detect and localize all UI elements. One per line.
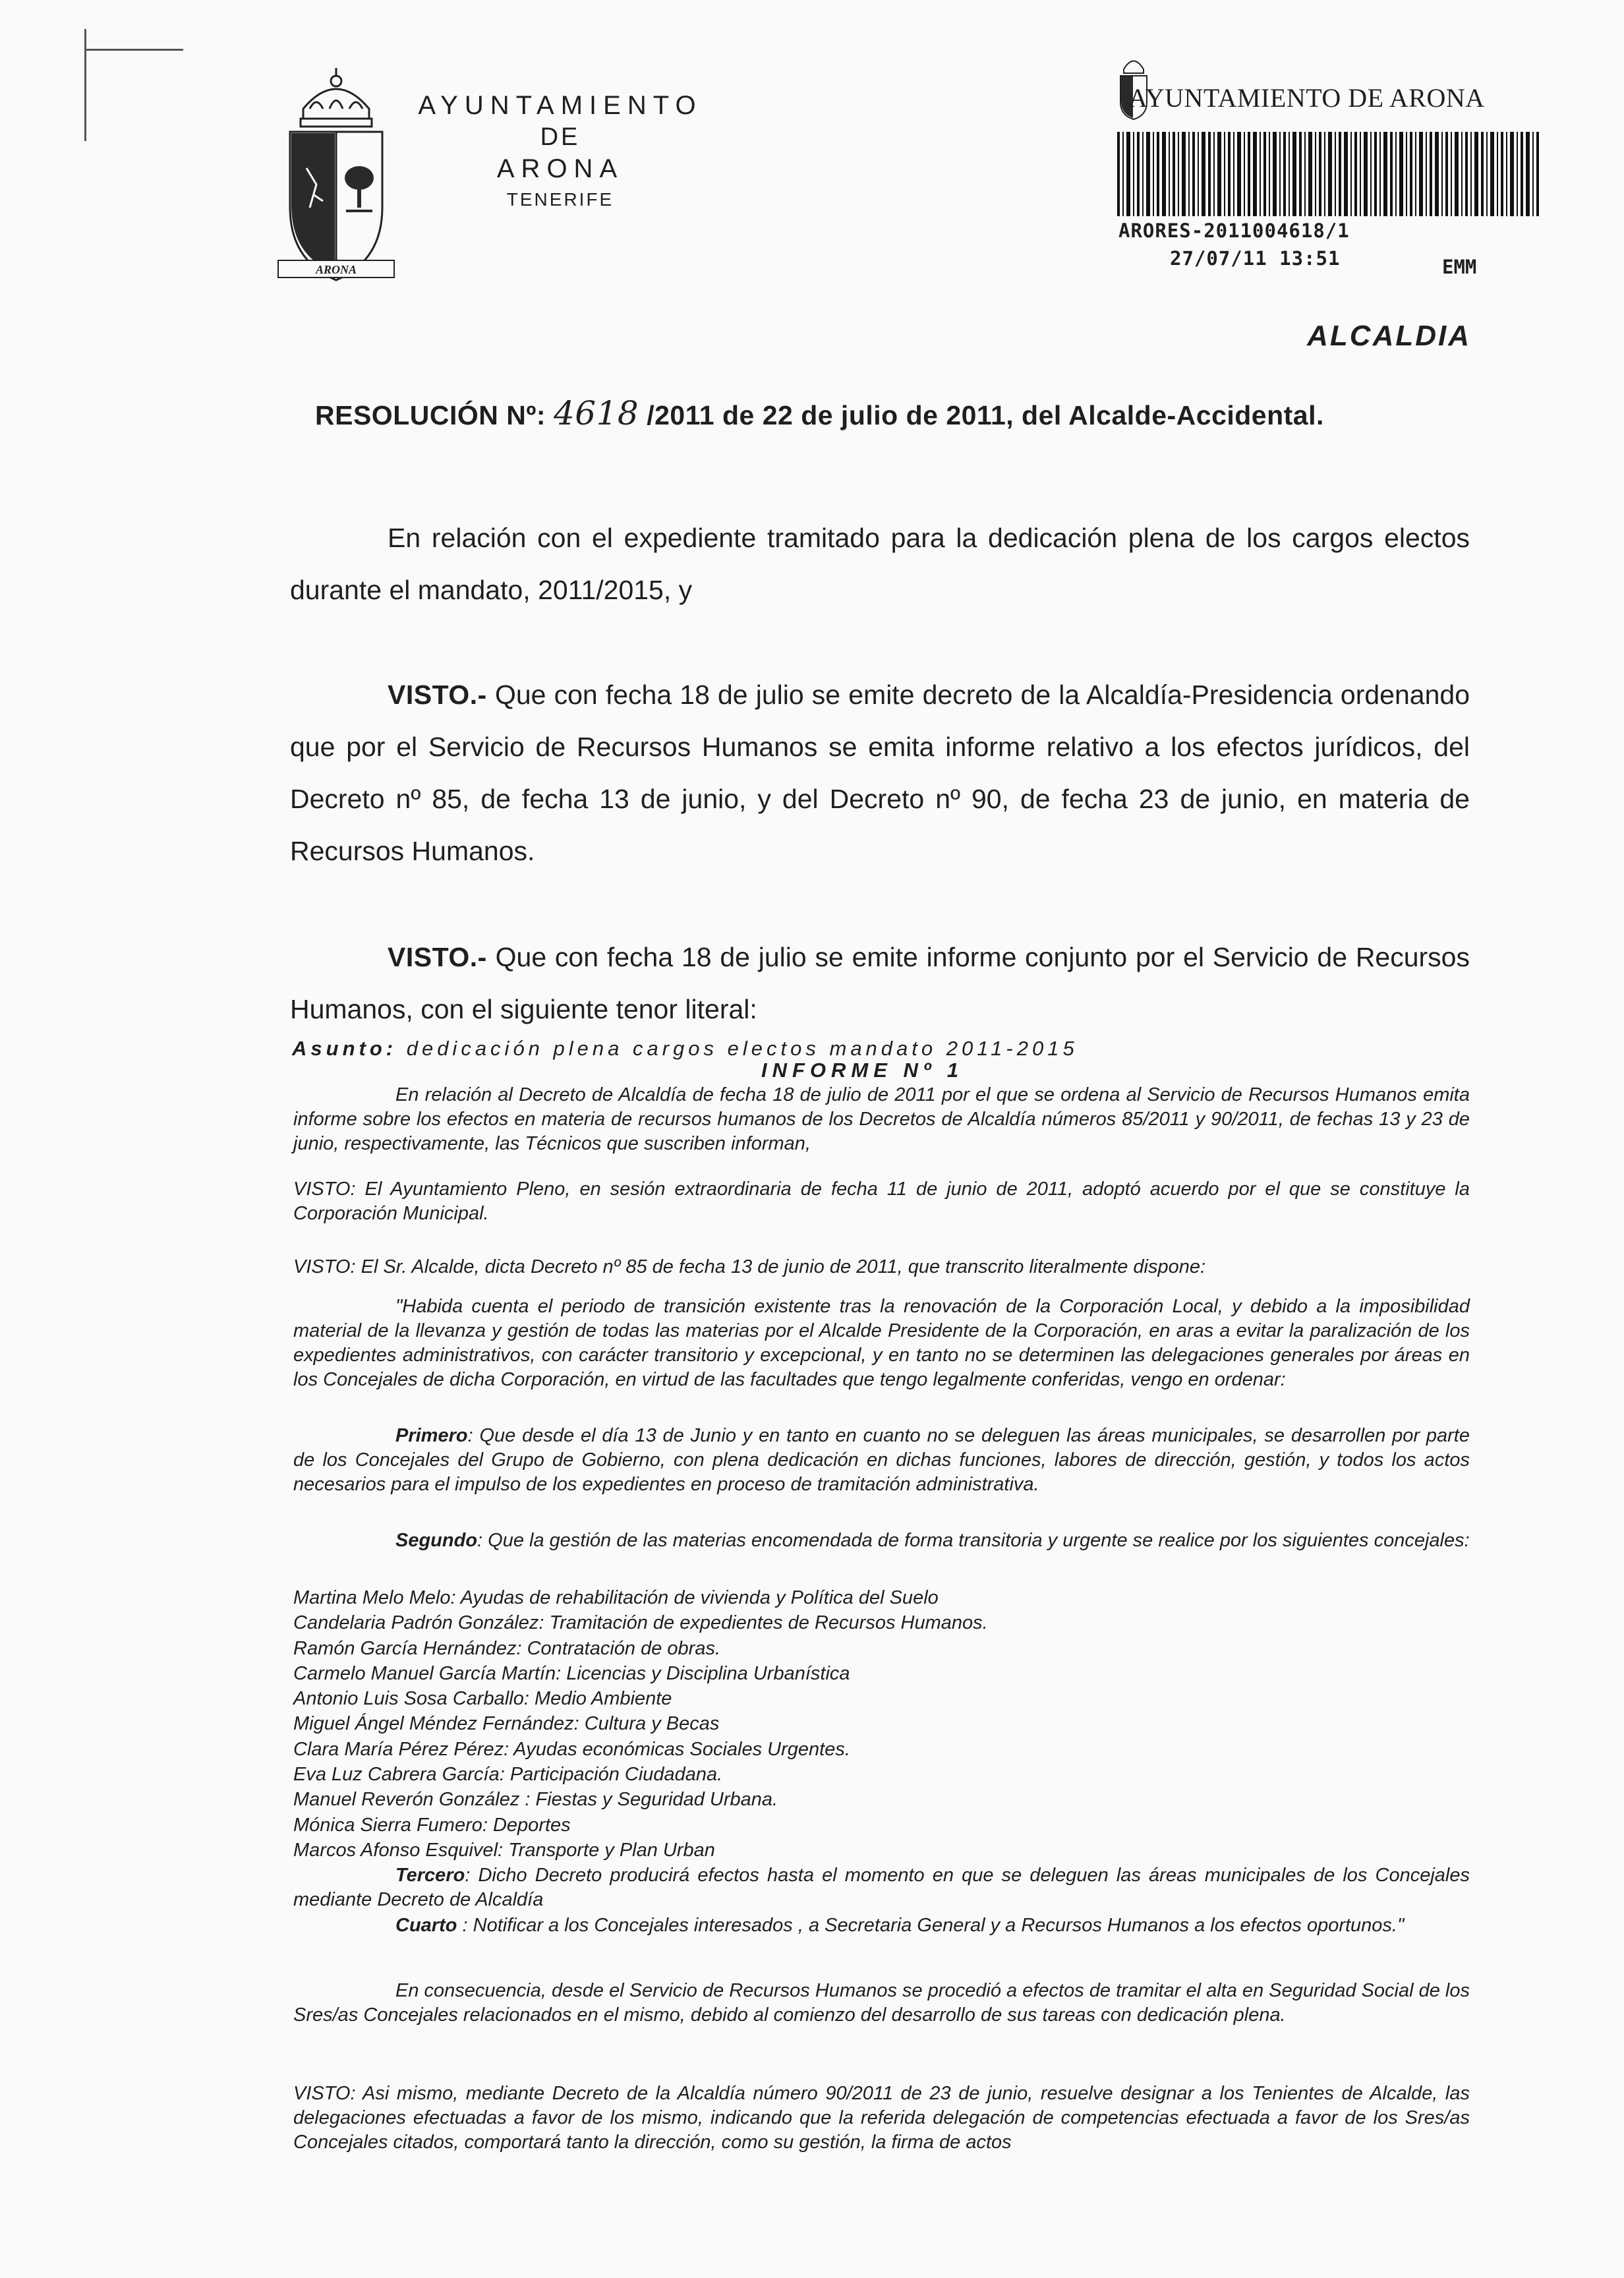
list-item: Clara María Pérez Pérez: Ayudas económicas Sociales Urgentes. bbox=[293, 1738, 850, 1760]
decree-segundo bbox=[293, 1529, 1470, 1553]
decree-segundo-label: Segundo bbox=[395, 1530, 478, 1551]
list-item: Miguel Ángel Méndez Fernández: Cultura y Becas bbox=[293, 1713, 720, 1735]
decree-tercero-label: Tercero bbox=[395, 1865, 465, 1886]
report-consequence bbox=[293, 1979, 1470, 2028]
visto-paragraph-1 bbox=[290, 669, 1470, 877]
visto-label: VISTO.- bbox=[388, 680, 487, 710]
decree-quote bbox=[293, 1295, 1470, 1392]
scan-corner-mark-vertical bbox=[84, 29, 86, 141]
stamp-title: AYUNTAMIENTO DE ARONA bbox=[1128, 83, 1485, 113]
decree-primero bbox=[293, 1424, 1470, 1497]
report-paragraph-1 bbox=[293, 1083, 1470, 1156]
resolution-title bbox=[315, 394, 1324, 432]
report-consequence-text: En consecuencia, desde el Servicio de Recursos Humanos se procedió a efectos de tramitar el alta en Seguridad Social de los Sres/as Concejales relacionados en el mismo, debido al comienzo del desarrollo de sus tareas con dedicación plena. bbox=[293, 1980, 1470, 2026]
report-paragraph-3: VISTO: El Sr. Alcalde, dicta Decreto nº 85 de fecha 13 de junio de 2011, que transcrito literalmente dispone: bbox=[293, 1256, 1206, 1277]
list-item: Mónica Sierra Fumero: Deportes bbox=[293, 1814, 571, 1836]
org-line-1: AYUNTAMIENTO bbox=[418, 91, 703, 120]
visto-label: VISTO.- bbox=[388, 942, 487, 972]
decree-quote-text: "Habida cuenta el periodo de transición existente tras la renovación de la Corporación Local, y debido a la imposibilidad material de la llevanza y gestión de todas las materias por el Alcalde Presidente de la Corporación, en aras a evitar la paralización de los expedientes administrativos, con carácter transitorio y excepcional, y en tanto no se determinen las delegaciones generales por áreas en los Concejales de dicha Corporación, en virtud de las facultades que tengo legalmente conferidas, vengo en ordenar: bbox=[293, 1296, 1470, 1390]
councillors-list bbox=[293, 1585, 988, 1863]
org-line-4: TENERIFE bbox=[506, 189, 614, 210]
report-p1-text: En relación al Decreto de Alcaldía de fecha 18 de julio de 2011 por el que se ordena al Servicio de Recursos Humanos emita informe sobre los efectos en materia de recursos humanos de los Decretos de Alcaldía números 85/2011 y 90/2011, de fechas 13 y 23 de junio, respectivamente, las Técnicos que suscriben informan, bbox=[293, 1084, 1470, 1154]
report-title: INFORME Nº 1 bbox=[761, 1059, 964, 1082]
decree-primero-label: Primero bbox=[395, 1425, 468, 1446]
list-item: Eva Luz Cabrera García: Participación Ciudadana. bbox=[293, 1764, 723, 1786]
decree-cuarto-text: : Notificar a los Concejales interesados , a Secretaria General y a Recursos Humanos a los efectos oportunos." bbox=[457, 1915, 1405, 1936]
report-paragraph-2: VISTO: El Ayuntamiento Pleno, en sesión extraordinaria de fecha 11 de junio de 2011, adoptó acuerdo por el que se constituye la Corporación Municipal. bbox=[293, 1179, 1470, 1224]
visto-paragraph-2 bbox=[290, 931, 1470, 1036]
list-item: Manuel Reverón González : Fiestas y Seguridad Urbana. bbox=[293, 1789, 778, 1811]
list-item: Candelaria Padrón González: Tramitación de expedientes de Recursos Humanos. bbox=[293, 1612, 988, 1634]
list-item: Antonio Luis Sosa Carballo: Medio Ambiente bbox=[293, 1688, 672, 1710]
organization-header bbox=[395, 91, 725, 210]
decree-segundo-text: : Que la gestión de las materias encomendada de forma transitoria y urgente se realice por los siguientes concejales: bbox=[477, 1530, 1470, 1551]
resolution-suffix: /2011 de 22 de julio de 2011, del Alcalde-Accidental. bbox=[647, 400, 1324, 430]
department-heading: ALCALDIA bbox=[1307, 320, 1471, 352]
list-item: Marcos Afonso Esquivel: Transporte y Plan Urban bbox=[293, 1839, 715, 1861]
visto-text: Que con fecha 18 de julio se emite decreto de la Alcaldía-Presidencia ordenando que por el Servicio de Recursos Humanos se emita informe relativo a los efectos jurídicos, del Decreto nº 85, de fecha 13 de junio, y del Decreto nº 90, de fecha 23 de junio, en materia de Recursos Humanos. bbox=[290, 680, 1470, 866]
report-subject bbox=[292, 1037, 1078, 1061]
list-item: Martina Melo Melo: Ayudas de rehabilitación de vivienda y Política del Suelo bbox=[293, 1587, 939, 1608]
crest-banner-text: ARONA bbox=[315, 263, 357, 276]
stamp-datetime: 27/07/11 13:51 bbox=[1170, 247, 1341, 270]
registry-barcode bbox=[1117, 132, 1539, 216]
resolution-prefix: RESOLUCIÓN Nº: bbox=[315, 400, 546, 430]
resolution-number-handwritten: 4618 bbox=[553, 394, 639, 432]
intro-paragraph bbox=[290, 512, 1470, 616]
report-subject-label: Asunto: bbox=[292, 1037, 397, 1060]
scan-corner-mark bbox=[84, 49, 183, 51]
report-paragraph-last: VISTO: Asi mismo, mediante Decreto de la Alcaldía número 90/2011 de 23 de junio, resuelve designar a los Tenientes de Alcalde, las delegaciones efectuadas a favor de los mismo, indicando que la referida delegación de competencias efectuada a favor de los Sres/as Concejales citados, comportará tanto la dirección, como su gestión, la firma de actos bbox=[293, 2083, 1470, 2153]
visto-text: Que con fecha 18 de julio se emite informe conjunto por el Servicio de Recursos Humanos, con el siguiente tenor literal: bbox=[290, 942, 1470, 1024]
org-line-2: DE bbox=[540, 123, 581, 151]
stamp-registry-code: ARORES-2011004618/1 bbox=[1118, 219, 1350, 242]
intro-text: En relación con el expediente tramitado para la dedicación plena de los cargos electos durante el mandato, 2011/2015, y bbox=[290, 523, 1470, 605]
decree-tercero bbox=[293, 1863, 1470, 1912]
report-subject-text: dedicación plena cargos electos mandato 2011-2015 bbox=[397, 1037, 1078, 1060]
decree-tercero-text: : Dicho Decreto producirá efectos hasta el momento en que se deleguen las áreas municipales de los Concejales mediante Decreto de Alcaldía bbox=[293, 1865, 1470, 1910]
list-item: Ramón García Hernández: Contratación de obras. bbox=[293, 1637, 721, 1659]
org-line-3: ARONA bbox=[496, 154, 624, 183]
list-item: Carmelo Manuel García Martín: Licencias y Disciplina Urbanística bbox=[293, 1662, 850, 1684]
decree-cuarto-label: Cuarto bbox=[395, 1915, 457, 1936]
stamp-user-initials: EMM bbox=[1442, 256, 1477, 278]
decree-cuarto bbox=[293, 1913, 1470, 1938]
municipal-crest-logo bbox=[277, 63, 395, 287]
decree-primero-text: : Que desde el día 13 de Junio y en tanto en cuanto no se deleguen las áreas municipales, se desarrollen por parte de los Concejales del Grupo de Gobierno, con plena dedicación en dichas funciones, labores de dirección, gestión, y todos los actos necesarios para el impulso de los expedientes en proceso de tramitación administrativa. bbox=[293, 1425, 1470, 1495]
